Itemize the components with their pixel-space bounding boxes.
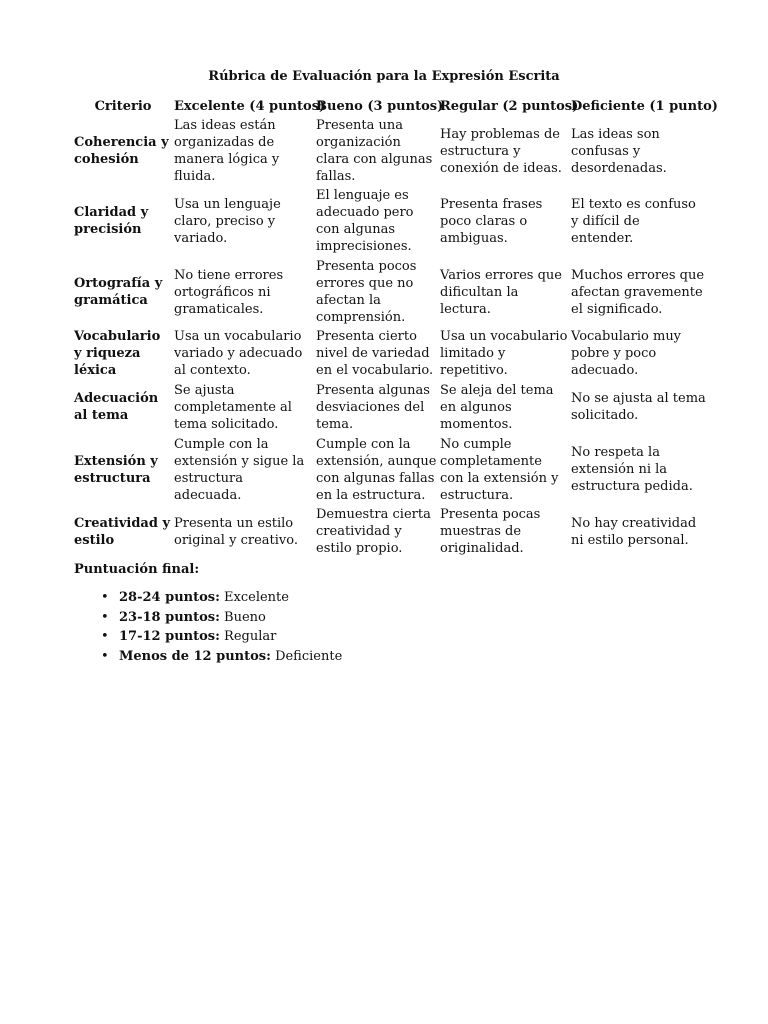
bueno-cell: El lenguaje es adecuado pero con algunas imprecisiones. bbox=[316, 188, 414, 254]
header-criterio: Criterio bbox=[94, 98, 152, 114]
table-row bbox=[72, 327, 706, 380]
deficiente-cell: No hay creatividad ni estilo personal. bbox=[571, 515, 697, 548]
bueno-cell: Presenta algunas desviaciones del tema. bbox=[316, 382, 430, 432]
score-range: 23-18 puntos: bbox=[119, 609, 220, 625]
deficiente-cell: No respeta la extensión ni la estructura pedida. bbox=[571, 445, 693, 494]
excelente-cell: No tiene errores ortográficos ni gramaticales. bbox=[174, 267, 284, 317]
score-range: 28-24 puntos: bbox=[119, 590, 220, 605]
bullet-icon: • bbox=[101, 629, 109, 644]
excelente-cell: Usa un vocabulario variado y adecuado al contexto. bbox=[174, 329, 303, 378]
bueno-cell: Cumple con la extensión, aunque con algunas fallas en la estructura. bbox=[316, 436, 437, 503]
bueno-cell: Presenta una organización clara con algunas fallas. bbox=[316, 118, 433, 184]
bullet-icon: • bbox=[101, 648, 109, 664]
criterion-cell: Coherencia y cohesión bbox=[74, 135, 169, 167]
table-row bbox=[72, 380, 706, 434]
excelente-cell: Presenta un estilo original y creativo. bbox=[174, 515, 298, 548]
deficiente-cell: El texto es confuso y difícil de entender. bbox=[571, 196, 696, 246]
regular-cell: Hay problemas de estructura y conexión de ideas. bbox=[440, 126, 562, 176]
list-item bbox=[101, 588, 342, 608]
regular-cell: Presenta pocas muestras de originalidad. bbox=[440, 507, 541, 556]
rubric-table bbox=[72, 95, 718, 558]
criterion-cell: Adecuación al tema bbox=[74, 391, 159, 423]
table-row bbox=[72, 257, 706, 327]
list-item bbox=[101, 647, 342, 667]
list-item bbox=[101, 627, 342, 647]
final-score-title: Puntuación final: bbox=[74, 562, 200, 577]
criterion-cell: Creatividad y estilo bbox=[74, 515, 171, 548]
header-regular: Regular (2 puntos) bbox=[440, 98, 579, 114]
table-row bbox=[72, 505, 706, 558]
criterion-cell: Claridad y precisión bbox=[74, 205, 149, 237]
header-deficiente: Deficiente (1 punto) bbox=[571, 98, 718, 114]
regular-cell: Presenta frases poco claras o ambiguas. bbox=[440, 196, 543, 246]
regular-cell: Se aleja del tema en algunos momentos. bbox=[440, 382, 554, 432]
header-excelente: Excelente (4 puntos) bbox=[174, 98, 326, 114]
score-list bbox=[74, 588, 342, 666]
regular-cell: No cumple completamente con la extensión y estructura. bbox=[440, 436, 559, 503]
list-item bbox=[101, 608, 342, 628]
final-score-section bbox=[74, 561, 342, 666]
bueno-cell: Presenta pocos errores que no afectan la comprensión. bbox=[316, 259, 417, 325]
deficiente-cell: Muchos errores que afectan gravemente el significado. bbox=[571, 267, 705, 317]
table-row bbox=[72, 434, 706, 505]
excelente-cell: Se ajusta completamente al tema solicitado. bbox=[174, 382, 292, 432]
bullet-icon: • bbox=[101, 590, 109, 605]
bueno-cell: Demuestra cierta creatividad y estilo propio. bbox=[316, 507, 431, 556]
table-row bbox=[72, 117, 706, 185]
table-row bbox=[72, 185, 706, 257]
score-label: Deficiente bbox=[275, 648, 343, 664]
deficiente-cell: Las ideas son confusas y desordenadas. bbox=[571, 126, 667, 176]
document-title: Rúbrica de Evaluación para la Expresión Escrita bbox=[208, 69, 560, 84]
criterion-cell: Vocabulario y riqueza léxica bbox=[74, 329, 161, 378]
bueno-cell: Presenta cierto nivel de variedad en el vocabulario. bbox=[316, 329, 434, 378]
rubric-table-header bbox=[72, 95, 718, 117]
score-range: 17-12 puntos: bbox=[119, 629, 220, 644]
header-row bbox=[72, 95, 706, 117]
excelente-cell: Las ideas están organizadas de manera lógica y fluida. bbox=[174, 118, 280, 184]
bullet-icon: • bbox=[101, 609, 109, 625]
rubric-table-body bbox=[72, 117, 706, 558]
regular-cell: Varios errores que dificultan la lectura. bbox=[440, 267, 562, 317]
score-label: Bueno bbox=[224, 609, 266, 625]
excelente-cell: Usa un lenguaje claro, preciso y variado. bbox=[174, 196, 281, 246]
score-label: Excelente bbox=[224, 590, 289, 605]
excelente-cell: Cumple con la extensión y sigue la estructura adecuada. bbox=[174, 436, 305, 503]
regular-cell: Usa un vocabulario limitado y repetitivo. bbox=[440, 329, 568, 378]
deficiente-cell: Vocabulario muy pobre y poco adecuado. bbox=[571, 329, 682, 378]
deficiente-cell: No se ajusta al tema solicitado. bbox=[571, 391, 706, 423]
score-label: Regular bbox=[224, 629, 277, 644]
header-bueno: Bueno (3 puntos) bbox=[316, 98, 444, 114]
criterion-cell: Extensión y estructura bbox=[74, 453, 158, 486]
criterion-cell: Ortografía y gramática bbox=[74, 276, 163, 308]
score-range: Menos de 12 puntos: bbox=[119, 648, 271, 664]
